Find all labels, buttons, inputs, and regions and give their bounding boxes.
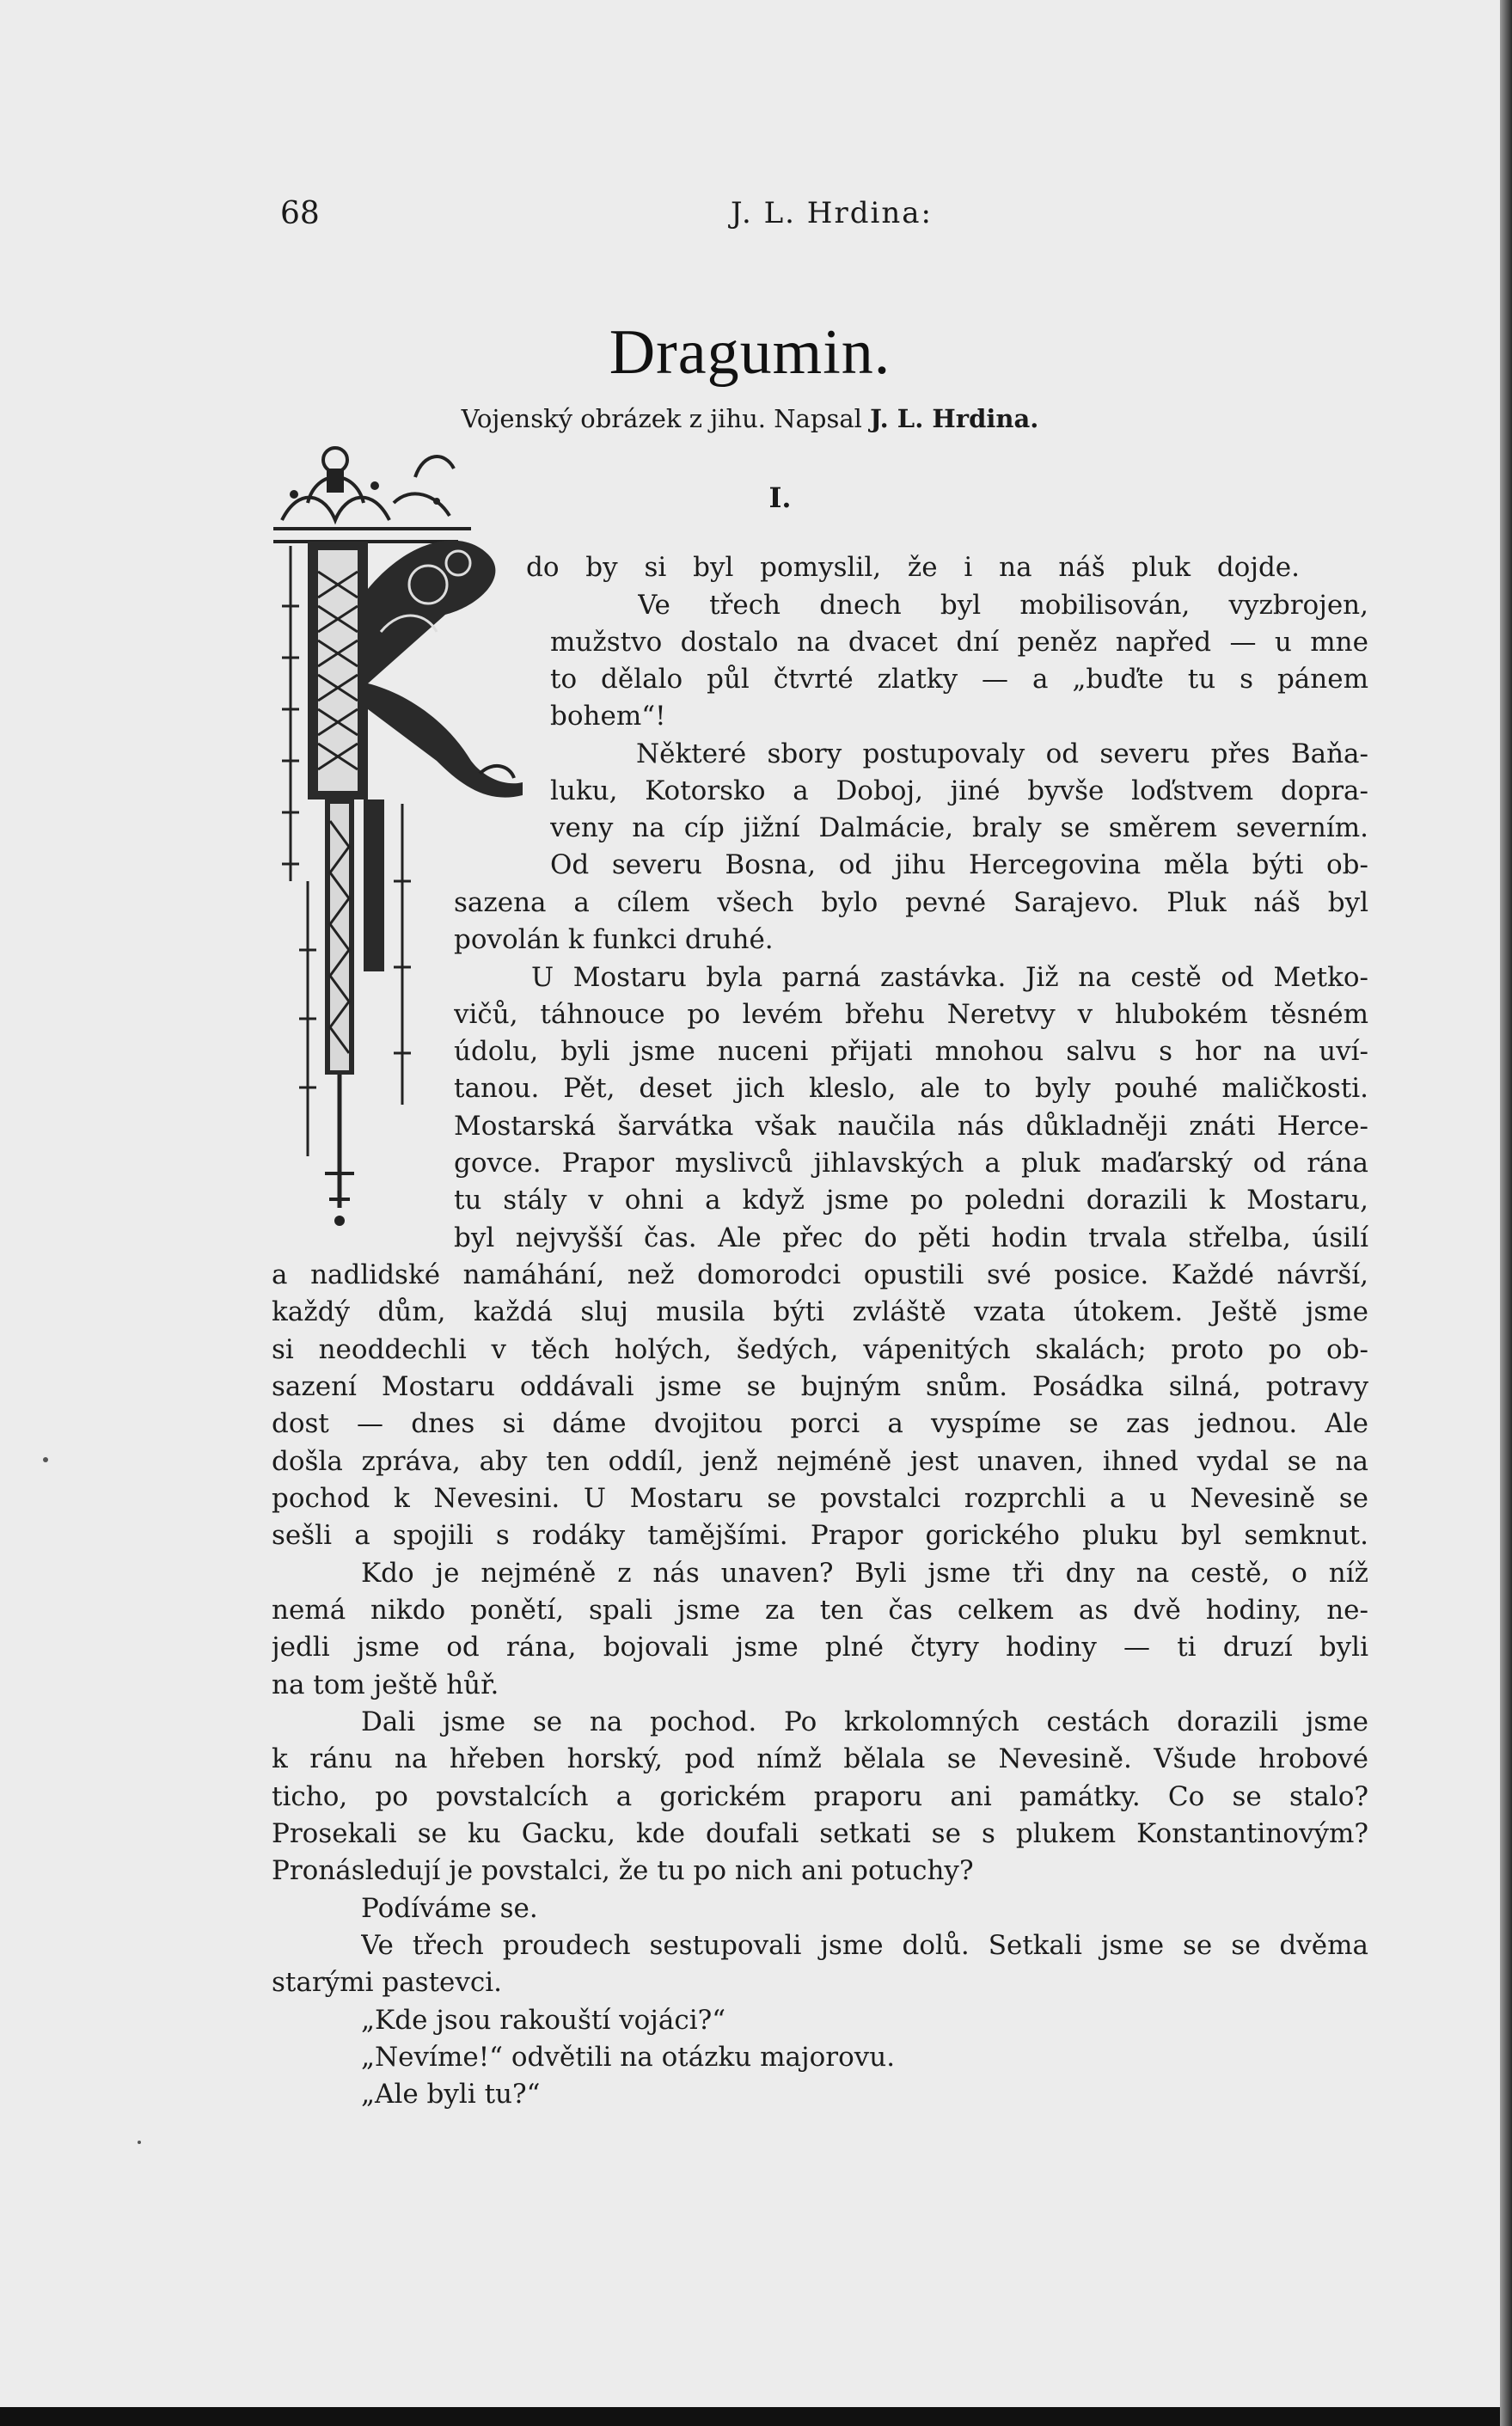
page-number: 68	[280, 196, 320, 231]
text-line: sešli a spojili s rodáky tamějšími. Prapor gorického pluku byl semknut.	[272, 1520, 1368, 1551]
text-line: povolán k funkci druhé.	[454, 924, 774, 955]
text-line: tanou. Pět, deset jich kleslo, ale to byly pouhé maličkosti.	[454, 1073, 1368, 1104]
text-line: to dělalo půl čtvrté zlatky — a „buďte tu s pánem	[550, 664, 1368, 695]
text-line: sazena a cílem všech bylo pevné Sarajevo. Pluk náš byl	[454, 887, 1368, 918]
text-line: údolu, byli jsme nuceni přijati mnohou salvu s hor na uví-	[454, 1036, 1368, 1067]
text-line: „Nevíme!“ odvětili na otázku majorovu.	[361, 2042, 896, 2073]
text-line: Některé sbory postupovaly od severu přes Baňa-	[636, 738, 1368, 769]
section-number: I.	[768, 481, 792, 514]
text-line: „Ale byli tu?“	[361, 2079, 541, 2110]
paper-speck	[138, 2141, 141, 2144]
text-line: U Mostaru byla parná zastávka. Již na cestě od Metko-	[531, 962, 1368, 993]
text-line: každý dům, každá sluj musila býti zvláště vzata útokem. Ještě jsme	[272, 1296, 1368, 1327]
text-line: Pronásledují je povstalci, že tu po nich ani potuchy?	[272, 1855, 974, 1886]
running-head: J. L. Hrdina:	[731, 196, 933, 230]
page-edge-bottom	[0, 2407, 1500, 2426]
text-line: Dali jsme se na pochod. Po krkolomných cestách dorazili jsme	[361, 1706, 1368, 1737]
text-line: došla zpráva, aby ten oddíl, jenž nejméně jest unaven, ihned vydal se na	[272, 1446, 1368, 1477]
text-line: luku, Kotorsko a Doboj, jiné byvše loďstvem dopra-	[550, 775, 1368, 806]
story-subtitle	[0, 404, 1500, 433]
text-line: pochod k Nevesini. U Mostaru se povstalci rozprchli a u Nevesině se	[272, 1483, 1368, 1514]
text-line: Mostarská šarvátka však naučila nás důkladněji znáti Herce-	[454, 1111, 1368, 1142]
text-line: „Kde jsou rakouští vojáci?“	[361, 2005, 726, 2036]
text-line: nemá nikdo ponětí, spali jsme za ten čas celkem as dvě hodiny, ne-	[272, 1595, 1368, 1626]
text-line: Prosekali se ku Gacku, kde doufali setkati se s plukem Konstantinovým?	[272, 1818, 1368, 1849]
text-line: do by si byl pomyslil, že i na náš pluk dojde.	[526, 552, 1300, 583]
text-line: veny na cíp jižní Dalmácie, braly se směrem severním.	[550, 812, 1368, 843]
text-line: vičů, táhnouce po levém břehu Neretvy v hlubokém těsném	[454, 999, 1368, 1030]
text-line: si neoddechli v těch holých, šedých, vápenitých skalách; proto po ob-	[272, 1334, 1368, 1365]
text-line: bohem“!	[550, 701, 666, 732]
text-line: jedli jsme od rána, bojovali jsme plné čtyry hodiny — ti druzí byli	[272, 1632, 1368, 1663]
text-line: Od severu Bosna, od jihu Hercegovina měla býti ob-	[550, 849, 1368, 880]
text-line: Kdo je nejméně z nás unaven? Byli jsme tři dny na cestě, o níž	[361, 1558, 1368, 1589]
text-line: a nadlidské namáhání, než domorodci opustili své posice. Každé návrší,	[272, 1259, 1368, 1290]
text-line: sazení Mostaru oddávali jsme se bujným snům. Posádka silná, potravy	[272, 1371, 1368, 1402]
subtitle-text: Vojenský obrázek z jihu. Napsal	[461, 404, 862, 433]
text-line: ticho, po povstalcích a gorickém praporu ani památky. Co se stalo?	[272, 1781, 1368, 1812]
story-title: Dragumin.	[609, 317, 891, 388]
text-line: k ránu na hřeben horský, pod nímž bělala se Nevesině. Všude hrobové	[272, 1743, 1368, 1774]
text-line: tu stály v ohni a když jsme po poledni dorazili k Mostaru,	[454, 1185, 1368, 1216]
text-line: Ve třech proudech sestupovali jsme dolů. Setkali jsme se se dvěma	[361, 1930, 1368, 1961]
text-line: Podíváme se.	[361, 1893, 538, 1924]
text-line: starými pastevci.	[272, 1967, 503, 1998]
page-edge-right	[1500, 0, 1512, 2426]
text-line: Ve třech dnech byl mobilisován, vyzbrojen,	[638, 590, 1368, 621]
text-line: dost — dnes si dáme dvojitou porci a vyspíme se zas jednou. Ale	[272, 1408, 1368, 1439]
text-line: byl nejvyšší čas. Ale přec do pěti hodin trvala střelba, úsilí	[454, 1222, 1368, 1253]
text-line: na tom ještě hůř.	[272, 1669, 499, 1700]
subtitle-author: J. L. Hrdina.	[870, 404, 1039, 433]
text-line: mužstvo dostalo na dvacet dní peněz napřed — u mne	[550, 627, 1368, 658]
paper-speck	[43, 1457, 48, 1462]
text-line: govce. Prapor myslivců jihlavských a pluk maďarský od rána	[454, 1148, 1368, 1179]
